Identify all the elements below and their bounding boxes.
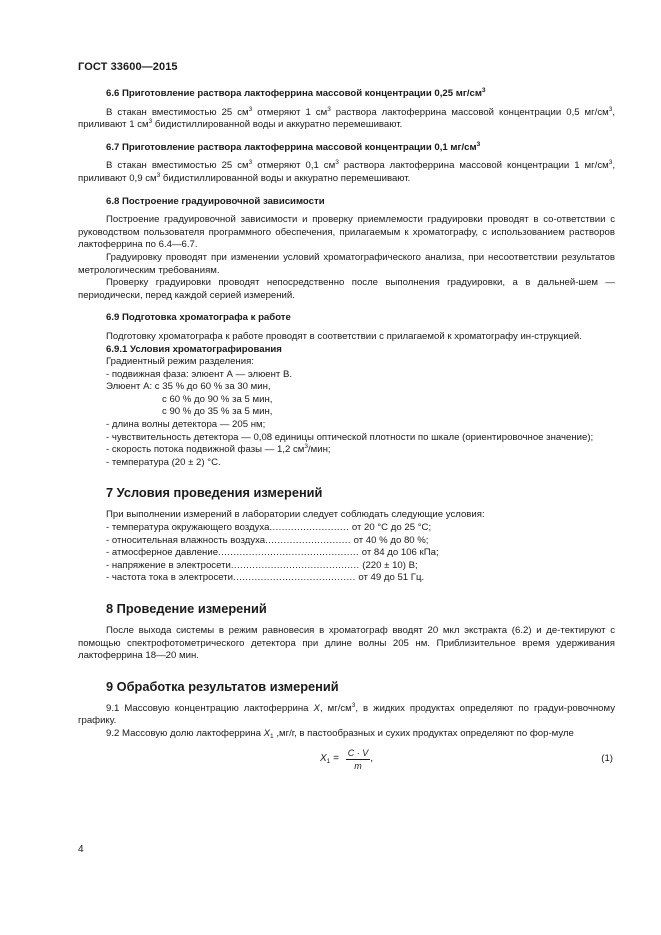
section-6-9-heading: 6.9 Подготовка хроматографа к работе [106, 312, 291, 324]
section-6-6-paragraph [78, 107, 615, 132]
flow-rate-line [78, 444, 615, 457]
condition-label: - атмосферное давление [106, 547, 219, 559]
section-6-7-title-sup: 3 [476, 140, 481, 148]
condition-item [78, 535, 615, 548]
section-6-8-paragraph-2: Градуировку проводят при изменении условий хроматографического анализа, при несоответствии результатов метрологическим требованиям. [78, 251, 615, 276]
page-content [78, 88, 615, 775]
s66-sup-4: 3 [148, 118, 153, 126]
section-9-heading: 9 Обработка результатов измерений [106, 678, 339, 694]
s67-text-d: , приливают 0,9 см [78, 160, 616, 184]
s67-text-b: отмеряют 0,1 см [252, 160, 336, 172]
s66-sup-2: 3 [327, 105, 331, 113]
s66-text-b: отмеряют 1 см [252, 106, 328, 118]
condition-value: (220 ± 10) В; [362, 559, 418, 571]
condition-value: от 40 % до 80 %; [353, 534, 429, 546]
formula-lhs-var: X [320, 752, 327, 764]
s66-sup-1: 3 [248, 105, 253, 113]
mobile-phase-line: - подвижная фаза: элюент А — элюент В. [106, 368, 293, 380]
condition-value: от 49 до 51 Гц. [358, 572, 425, 584]
s67-text-a: В стакан вместимостью 25 см [106, 160, 249, 172]
section-7-heading: 7 Условия проведения измерений [106, 485, 323, 501]
temperature-line: - температура (20 ± 2) °С. [106, 456, 221, 468]
formula-expression [320, 747, 373, 772]
s92-variable: X [263, 727, 271, 739]
s66-text-a: В стакан вместимостью 25 см [106, 106, 249, 118]
s66-text-e: бидистиллированной воды и аккуратно перемешивают. [152, 119, 403, 131]
s66-sup-3: 3 [608, 105, 613, 113]
eluent-a-line-1: Элюент А: с 35 % до 60 % за 30 мин, [106, 381, 271, 393]
sensitivity-line: - чувствительность детектора — 0,08 единицы оптической плотности по шкале (ориентировочное значение); [106, 431, 594, 443]
s67-text-c: раствора лактоферрина массовой концентрации 1 мг/см [338, 160, 609, 172]
s92-variable-sub: 1 [270, 732, 274, 740]
s91-sup: 3 [351, 701, 356, 709]
formula-fraction [346, 747, 371, 772]
flow-rate-sup: 3 [304, 443, 308, 451]
formula-lhs-sub: 1 [326, 757, 331, 765]
condition-item [78, 547, 615, 560]
formula-lhs [320, 753, 330, 766]
section-6-8-paragraph-3: Проверку градуировки проводят непосредственно после выполнения градуировки, а в дальней-шем — периодически, перед каждой серией измерений. [78, 277, 615, 301]
section-9-1-paragraph [78, 703, 615, 728]
flow-rate-unit: /мин; [307, 444, 331, 456]
section-6-6-title-sup: 3 [481, 87, 486, 94]
wavelength-line: - длина волны детектора — 205 нм; [106, 419, 266, 431]
s92-text-a: 9.2 Массовую долю лактоферрина [106, 727, 264, 739]
eluent-a-line-3: с 90 % до 35 % за 5 мин, [162, 406, 273, 418]
condition-label: - относительная влажность воздуха [106, 534, 266, 546]
s67-sup-1: 3 [248, 159, 253, 167]
formula-1 [78, 745, 615, 775]
flow-rate-text: - скорость потока подвижной фазы — 1,2 см [106, 444, 305, 456]
formula-numerator: C · V [347, 747, 369, 758]
formula-trail: , [370, 752, 373, 764]
section-9-2-paragraph [78, 728, 615, 741]
s66-text-d: , приливают 1 см [78, 106, 616, 131]
eluent-a-line-2: с 60 % до 90 % за 5 мин, [162, 393, 273, 405]
section-6-9-1-heading: 6.9.1 Условия хроматографирования [106, 343, 282, 355]
condition-label: - частота тока в электросети [106, 572, 234, 584]
condition-value: от 20 °С до 25 °С; [351, 522, 432, 534]
section-6-7-title: 6.7 Приготовление раствора лактоферрина массовой концентрации 0,1 мг/см [106, 141, 477, 153]
section-6-6-title: 6.6 Приготовление раствора лактоферрина массовой концентрации 0,25 мг/см [106, 88, 482, 99]
section-6-9-paragraph: Подготовку хроматографа к работе проводят в соответствии с прилагаемой к хроматографу ин-струкцией. [106, 330, 582, 342]
condition-dots: ............................ [265, 534, 351, 546]
s91-variable: X [313, 702, 320, 714]
s91-text-a: 9.1 Массовую концентрацию лактоферрина [106, 702, 314, 714]
section-8-heading: 8 Проведение измерений [106, 601, 267, 616]
condition-label: - напряжение в электросети [106, 559, 231, 571]
s91-text-b: , мг/см [319, 702, 352, 714]
condition-item [78, 560, 615, 573]
section-8-paragraph: После выхода системы в режим равновесия в хроматограф вводят 20 мкл экстракта (6.2) и де-тектируют с помощью спектрофотометрического детектора при длине волны 205 нм. Приблизительное время удерживания лактоферрина 18—20 мин. [78, 625, 615, 662]
condition-item [78, 572, 615, 585]
section-6-7-paragraph [78, 160, 615, 185]
gradient-mode-line: Градиентный режим разделения: [106, 356, 254, 368]
condition-dots: ........................................ [233, 572, 356, 584]
condition-dots: .......................................... [230, 559, 360, 571]
document-code: ГОСТ 33600—2015 [78, 61, 178, 73]
s91-text-c: , в жидких продуктах определяют по градуи-ровочному графику. [78, 702, 616, 727]
condition-label: - температура окружающего воздуха [106, 522, 270, 534]
s67-sup-3: 3 [608, 159, 613, 167]
formula-number: (1) [601, 752, 613, 764]
page-number: 4 [78, 844, 84, 855]
condition-value: от 84 до 106 кПа; [361, 547, 439, 559]
formula-equals: = [330, 752, 342, 764]
s92-text-b: ,мг/г, в пастообразных и сухих продуктах определяют по фор-муле [273, 727, 574, 739]
condition-dots: .......................... [269, 522, 350, 534]
section-6-8-paragraph-1: Построение градуировочной зависимости и проверку приемлемости градуировки проводят в со-ответствии с руководством пользователя программного обеспечения, прилагаемым к хроматографу, с использованием растворов лактоферрина по 6.4—6.7. [78, 214, 615, 251]
condition-dots: .............................................. [218, 547, 360, 559]
formula-denominator: m [354, 760, 362, 771]
s67-sup-2: 3 [335, 159, 339, 167]
conditions-list [78, 522, 615, 585]
section-6-8-heading: 6.8 Построение градуировочной зависимости [106, 195, 325, 207]
section-6-6-heading [78, 88, 615, 101]
section-7-intro: При выполнении измерений в лаборатории следует соблюдать следующие условия: [106, 509, 485, 521]
s66-text-c: раствора лактоферрина массовой концентрации 0,5 мг/см [330, 106, 609, 118]
section-6-7-heading [78, 142, 615, 155]
s67-text-e: бидистиллированной воды и аккуратно перемешивают. [160, 172, 411, 184]
s67-sup-4: 3 [156, 171, 161, 179]
condition-item [78, 522, 615, 535]
